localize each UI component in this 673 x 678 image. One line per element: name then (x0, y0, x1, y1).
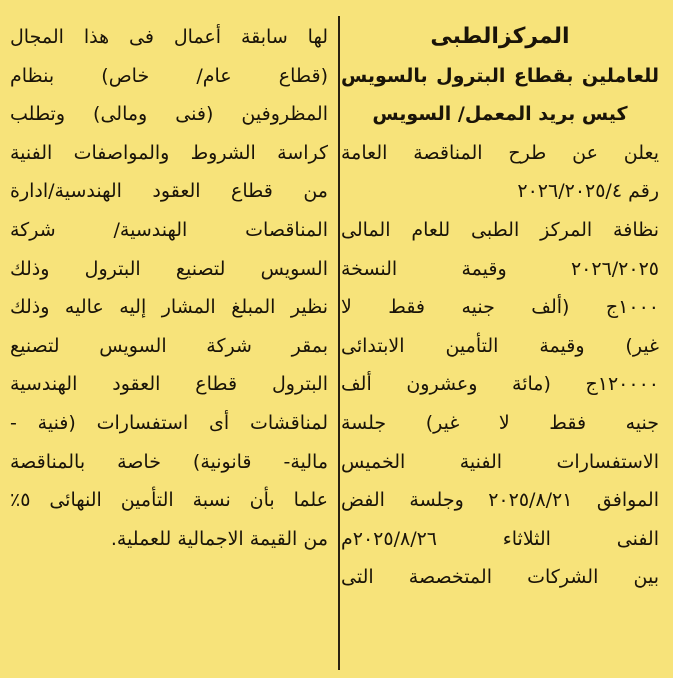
text-line: المناقصات الهندسية/ شركة (10, 218, 328, 241)
column-divider (338, 16, 340, 670)
text-line: الموافق ٢٠٢٥/٨/٢١ وجلسة الفض (341, 489, 659, 512)
text-line: علما بأن نسبة التأمين النهائى ٥٪ (10, 489, 328, 512)
text-line: بمقر شركة السويس لتصنيع (10, 334, 328, 357)
text-line: السويس لتصنيع البترول وذلك (10, 257, 328, 280)
text-line: من القيمة الاجمالية للعملية. (110, 527, 328, 550)
text-line: من قطاع العقود الهندسية/ادارة (10, 180, 328, 203)
text-line: ١٠٠٠ج (ألف جنيه فقط لا (341, 296, 659, 319)
text-line: بين الشركات المتخصصة التى (341, 566, 659, 589)
text-line: كراسة الشروط والمواصفات الفنية (10, 141, 328, 164)
text-line: ٢٠٢٦/٢٠٢٥ وقيمة النسخة (341, 257, 659, 280)
text-line: (قطاع عام/ خاص) بنظام (10, 64, 328, 87)
text-line: نظير المبلغ المشار إليه عاليه وذلك (10, 296, 328, 319)
text-line: لها سابقة أعمال فى هذا المجال (10, 26, 328, 48)
text-line: الفنى الثلاثاء ٢٠٢٥/٨/٢٦م (341, 527, 659, 550)
text-line: لمناقشات أى استفسارات (فنية - (10, 411, 328, 434)
text-line: الاستفسارات الفنية الخميس (341, 450, 659, 473)
text-line: كيس بريد المعمل/ السويس (372, 103, 628, 126)
text-line: المظروفين (فنى ومالى) وتطلب (10, 103, 328, 126)
text-line: غير) وقيمة التأمين الابتدائى (341, 334, 659, 357)
text-line: البترول قطاع العقود الهندسية (10, 373, 328, 396)
text-line: يعلن عن طرح المناقصة العامة (341, 141, 659, 164)
tender-number: رقم ٢٠٢٦/٢٠٢٥/٤ (517, 180, 659, 203)
text-line: ١٢٠٠٠٠ج (مائة وعشرون ألف (341, 373, 659, 396)
text-line: جنيه فقط لا غير) جلسة (341, 411, 659, 434)
text-line: نظافة المركز الطبى للعام المالى (341, 218, 659, 241)
left-column (10, 18, 328, 668)
text-line: للعاملين بقطاع البترول بالسويس (341, 64, 659, 87)
announcement-title: المركزالطبى (430, 24, 570, 49)
right-column (341, 18, 659, 668)
text-line: مالية- قانونية) خاصة بالمناقصة (10, 450, 328, 473)
